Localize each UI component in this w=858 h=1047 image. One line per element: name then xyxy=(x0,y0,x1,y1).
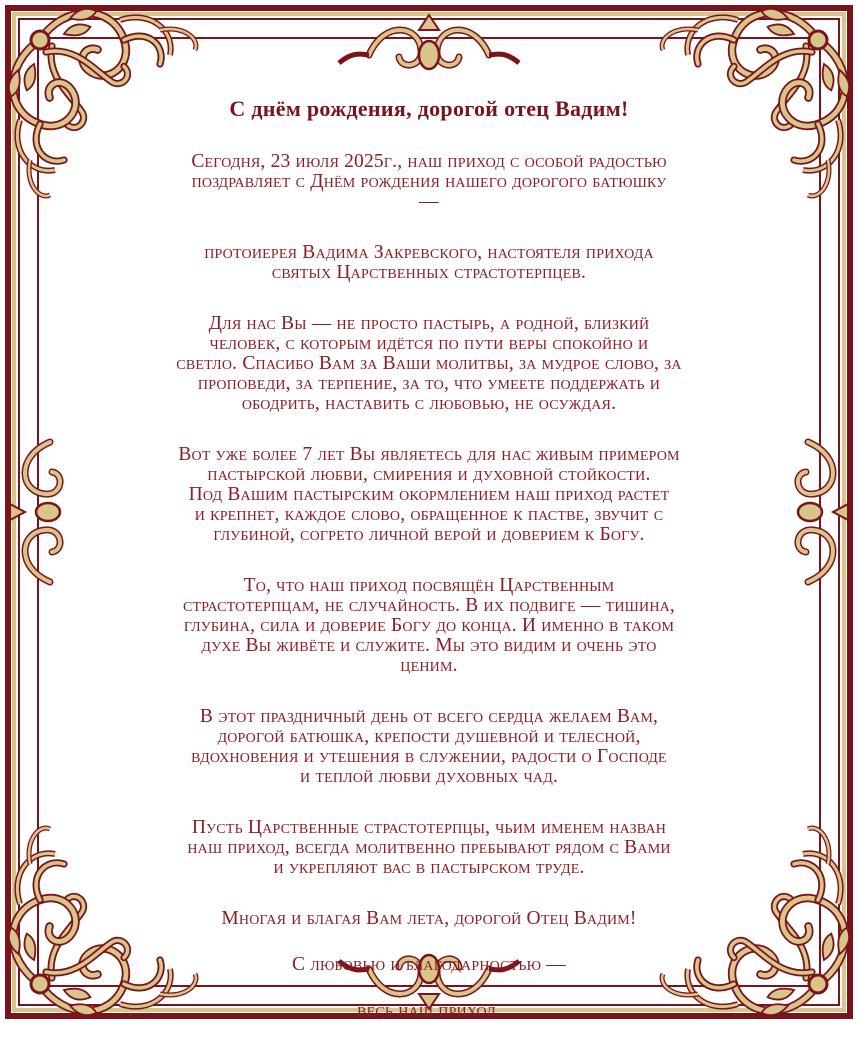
top-center-ornament xyxy=(339,15,519,69)
paragraph-line: Под Вашим пастырским окормлением наш приход растет xyxy=(188,484,670,505)
paragraph-line: Многая и благая Вам лета, дорогой Отец Вадим! xyxy=(221,908,637,929)
greeting-paragraph xyxy=(86,576,772,676)
greeting-card xyxy=(86,86,772,1047)
greeting-paragraph xyxy=(86,909,772,929)
paragraph-line: ободрить, наставить с любовью, не осуждая. xyxy=(241,393,617,414)
paragraph-line: дорогой батюшка, крепости душевной и телесной, xyxy=(217,726,641,747)
paragraph-line: весь наш приход. xyxy=(357,1000,501,1021)
paragraph-line: глубиной, согрето личной верой и доверием к Богу. xyxy=(213,524,645,545)
paragraph-line: и крепнет, каждое слово, обращенное к пастве, звучит с xyxy=(194,504,664,525)
paragraph-line: вдохновения и утешения в служении, радости о Господе xyxy=(191,746,667,767)
right-center-ornament xyxy=(798,442,848,582)
greeting-paragraph xyxy=(86,314,772,414)
paragraph-line: Пусть Царственные страстотерпцы, чьим именем назван xyxy=(191,817,667,838)
paragraph-line: — xyxy=(419,191,439,212)
paragraph-line: святых Царственных страстотерпцев. xyxy=(271,262,587,283)
paragraph-line: проповеди, за терпение, за то, что умеете поддержать и xyxy=(197,373,661,394)
greeting-paragraph xyxy=(86,243,772,283)
paragraph-line: глубина, сила и доверие Богу до конца. И именно в таком xyxy=(183,615,675,636)
paragraph-line: и укрепляют вас в пастырском труде. xyxy=(273,857,585,878)
paragraph-line: наш приход, всегда молитвенно пребывают рядом с Вами xyxy=(187,837,671,858)
paragraph-line: поздравляет с Днём рождения нашего дорогого батюшку xyxy=(191,171,667,192)
paragraph-line: духе Вы живёте и служите. Мы это видим и очень это xyxy=(201,635,657,656)
left-center-ornament xyxy=(10,442,60,582)
paragraph-line: ценим. xyxy=(400,655,458,676)
paragraph-line: С любовью и благодарностью — xyxy=(291,954,567,975)
paragraph-line: Вот уже более 7 лет Вы являетесь для нас живым примером xyxy=(178,444,680,465)
paragraph-line: светло. Спасибо Вам за Ваши молитвы, за мудрое слово, за xyxy=(176,353,682,374)
greeting-paragraph xyxy=(86,818,772,878)
greeting-paragraph xyxy=(86,955,772,975)
paragraph-line: страстотерпцам, не случайность. В их подвиге — тишина, xyxy=(182,595,676,616)
greeting-title: С днём рождения, дорогой отец Вадим! xyxy=(229,96,629,121)
greeting-body xyxy=(86,152,772,1021)
paragraph-line: протоиерея Вадима Закревского, настоятеля прихода xyxy=(204,242,654,263)
paragraph-line: То, что наш приход посвящён Царственным xyxy=(243,575,615,596)
greeting-paragraph xyxy=(86,1001,772,1021)
paragraph-line: человек, с которым идётся по пути веры спокойно и xyxy=(209,333,649,354)
paragraph-line: и теплой любви духовных чад. xyxy=(299,766,559,787)
paragraph-line: Для нас Вы — не просто пастырь, а родной, близкий xyxy=(208,313,650,334)
greeting-paragraph xyxy=(86,707,772,787)
paragraph-line: В этот праздничный день от всего сердца желаем Вам, xyxy=(199,706,659,727)
paragraph-line: Сегодня, 23 июля 2025г., наш приход с особой радостью xyxy=(191,151,667,172)
greeting-paragraph xyxy=(86,152,772,212)
greeting-paragraph xyxy=(86,445,772,545)
paragraph-line: пастырской любви, смирения и духовной стойкости. xyxy=(207,464,651,485)
